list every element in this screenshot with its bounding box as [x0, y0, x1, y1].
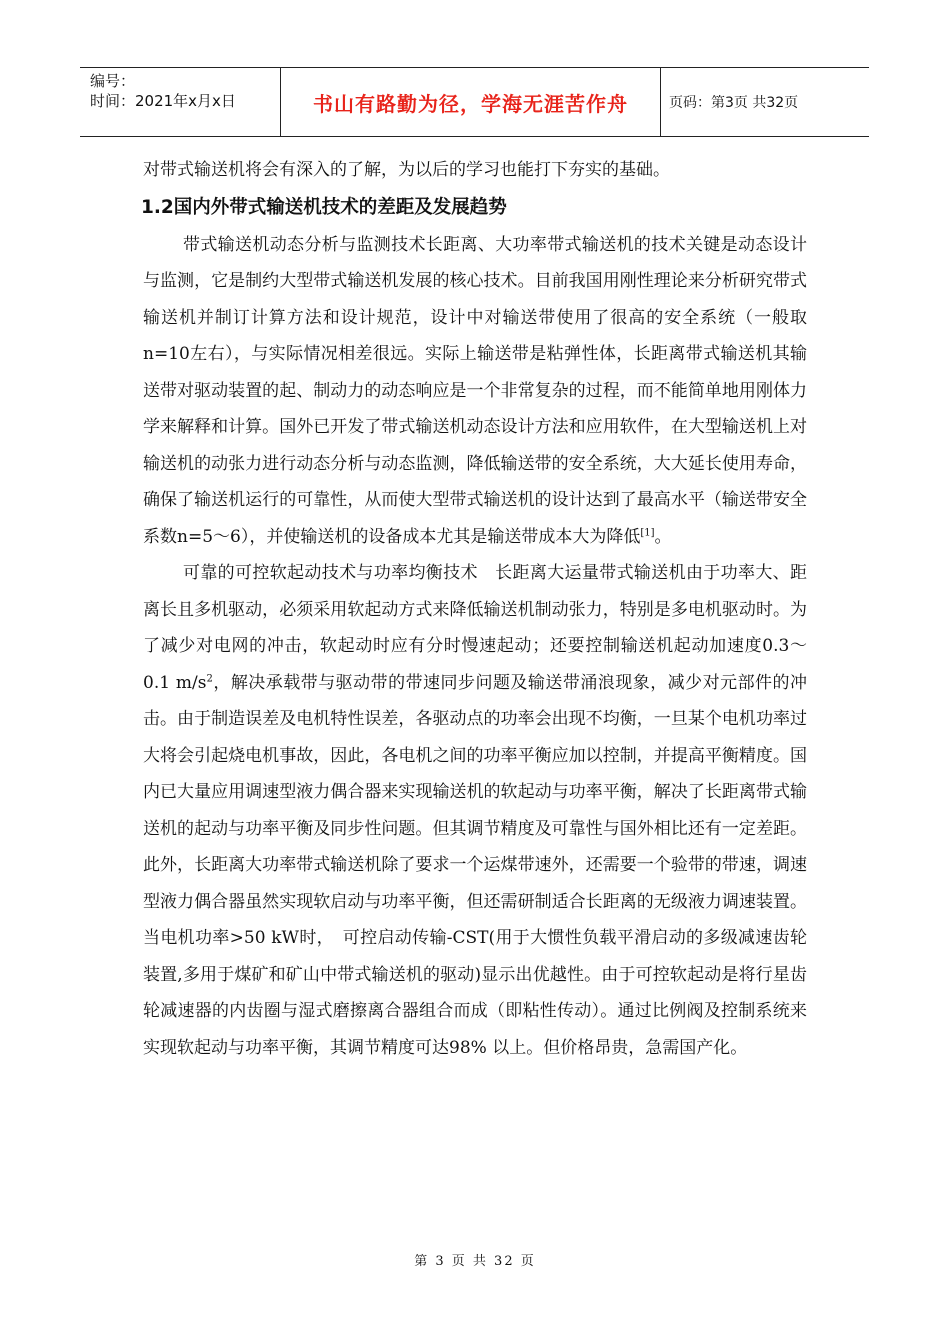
paragraph-text-continued: ，解决承载带与驱动带的带速同步问题及输送带涌浪现象，减少对元部件的冲击。由于制造误差及电机特性误差，各驱动点的功率会出现不均衡，一旦某个电机功率过大将会引起烧电机事故，因此，各电机之间的功率平衡应加以控制，并提高平衡精度。国内已大量应用调速型液力偶合器来实现输送机的软起动与功率平衡，解决了长距离带式输送机的起动与功率平衡及同步性问题。但其调节精度及可靠性与国外相比还有一定差距。此外，长距离大功率带式输送机除了要求一个运煤带速外，还需要一个验带的带速，调速型液力偶合器虽然实现软启动与功率平衡，但还需研制适合长距离的无级液力调速装置。当电机功率>50 kW时， 可控启动传输-CST(用于大惯性负载平滑启动的多级减速齿轮装置,多用于煤矿和矿山中带式输送机的驱动)显示出优越性。由于可控软起动是将行星齿轮减速器的内齿圈与湿式磨擦离合器组合而成（即粘性传动）。通过比例阀及控制系统来实现软起动与功率平衡，其调节精度可达98% 以上。但价格昂贵，急需国产化。 — [143, 672, 808, 1058]
citation-reference: [1] — [640, 526, 655, 538]
header-info-cell — [80, 68, 281, 136]
continuation-paragraph: 对带式输送机将会有深入的了解，为以后的学习也能打下夯实的基础。 — [143, 160, 670, 180]
paragraph-text: 带式输送机动态分析与监测技术长距离、大功率带式输送机的技术关键是动态设计与监测，它是制约大型带式输送机发展的核心技术。目前我国用刚性理论来分析研究带式输送机并制订计算方法和设计规范，设计中对输送带使用了很高的安全系统（一般取n=10左右），与实际情况相差很远。实际上输送带是粘弹性体，长距离带式输送机其输送带对驱动装置的起、制动力的动态响应是一个非常复杂的过程，而不能简单地用刚体力学来解释和计算。国外已开发了带式输送机动态设计方法和应用软件，在大型输送机上对输送机的动张力进行动态分析与动态监测，降低输送带的安全系统，大大延长使用寿命，确保了输送机运行的可靠性，从而使大型带式输送机的设计达到了最高水平（输送带安全系数n=5～6），并使输送机的设备成本尤其是输送带成本大为降低 — [143, 234, 807, 547]
superscript-exponent: 2 — [206, 672, 213, 684]
paragraph-dynamic-analysis — [143, 227, 807, 556]
document-date-label: 时间：2021年x月x日 — [90, 92, 236, 110]
document-number-label: 编号： — [90, 72, 136, 90]
page-footer: 第 3 页 共 32 页 — [414, 1254, 536, 1269]
header-motto: 书山有路勤为径，学海无涯苦作舟 — [281, 68, 661, 136]
page-header — [80, 67, 869, 137]
section-heading: 1.2国内外带式输送机技术的差距及发展趋势 — [141, 196, 507, 218]
paragraph-end: 。 — [654, 526, 672, 547]
paragraph-soft-start — [143, 555, 807, 1066]
document-body — [143, 152, 807, 1066]
header-page-label: 页码：第3页 共32页 — [669, 95, 799, 111]
paragraph-text: 可靠的可控软起动技术与功率均衡技术 长距离大运量带式输送机由于功率大、距离长且多机驱动，必须采用软起动方式来降低输送机制动张力，特别是多电机驱动时。为了减少对电网的冲击，软起动时应有分时慢速起动；还要控制输送机起动加速度0.3～0.1 m/s — [143, 563, 807, 693]
